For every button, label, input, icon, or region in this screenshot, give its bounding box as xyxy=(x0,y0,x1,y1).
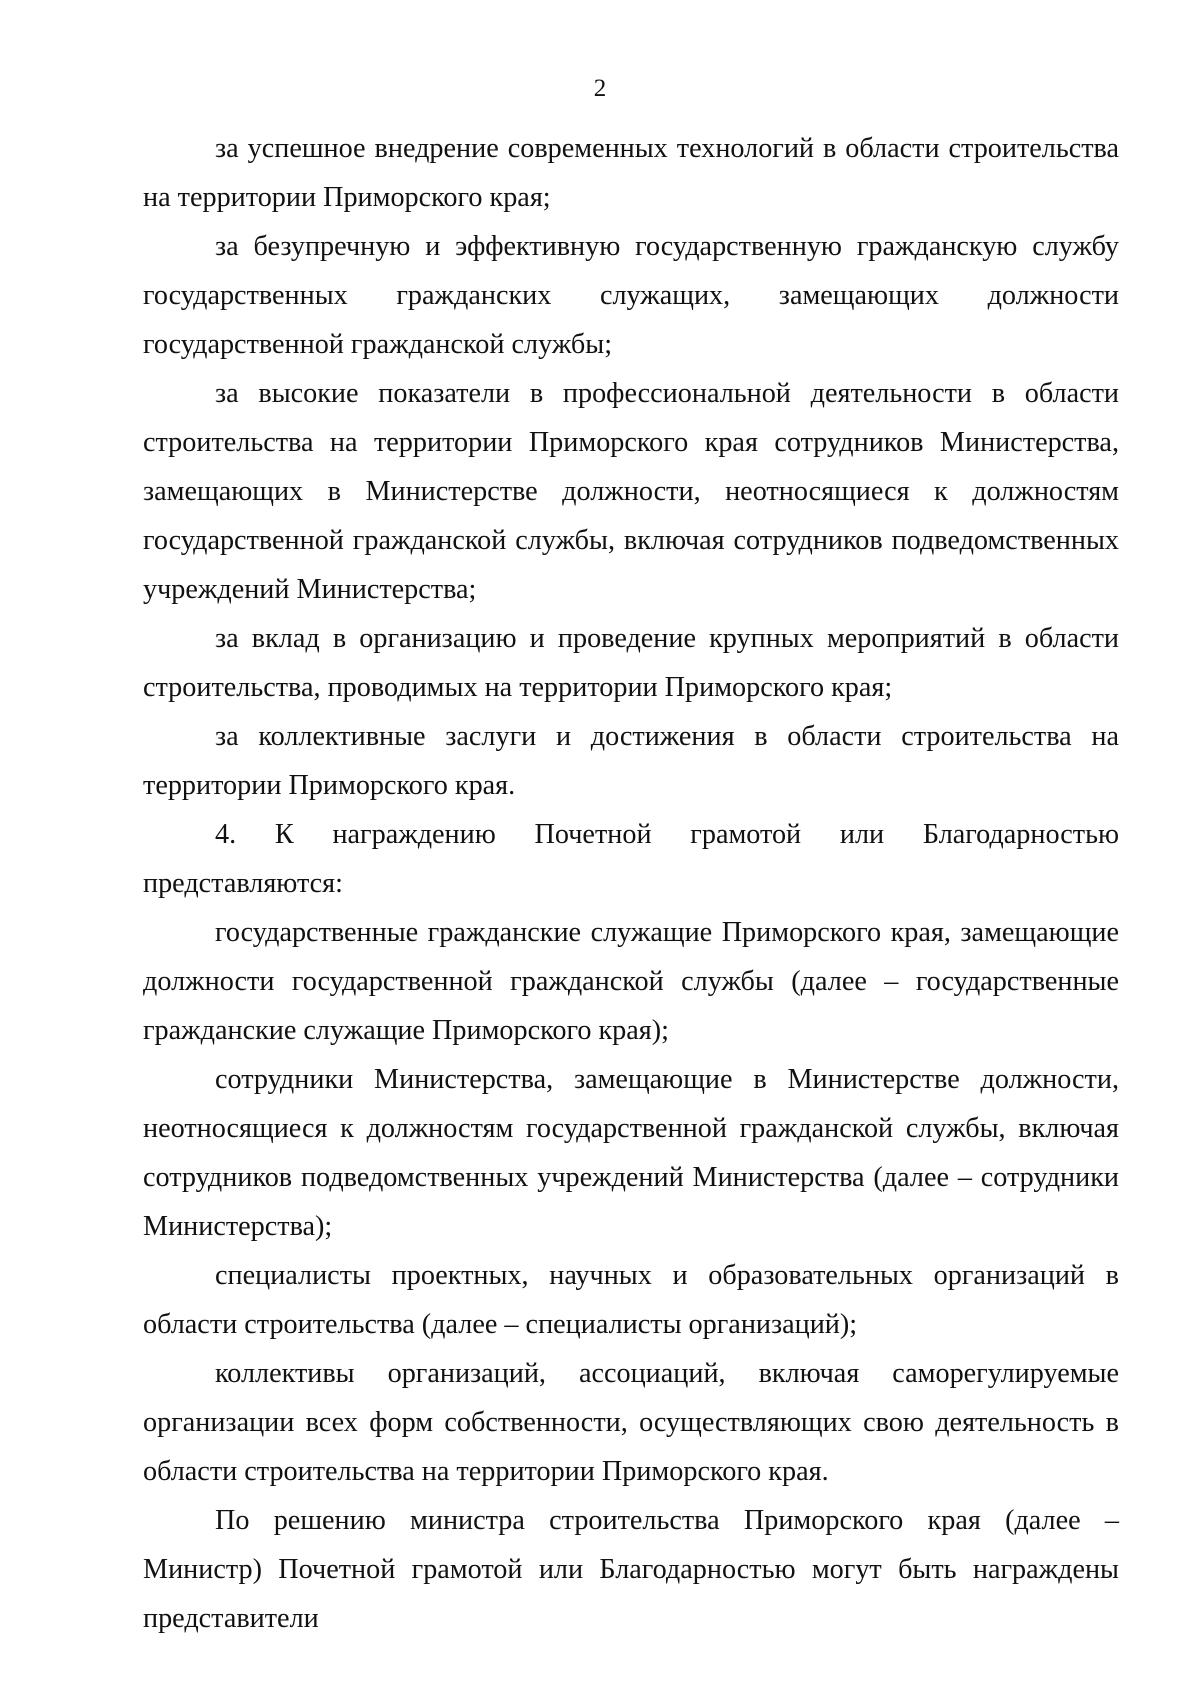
paragraph: за коллективные заслуги и достижения в области строительства на территории Приморского края. xyxy=(143,721,1119,801)
paragraph: По решению министра строительства Приморского края (далее – Министр) Почетной грамотой или Благодарностью могут быть награждены представители xyxy=(143,1505,1119,1634)
paragraph: сотрудники Министерства, замещающие в Министерстве должности, неотносящиеся к должностям государственной гражданской службы, включая сотрудников подведомственных учреждений Министерства (далее – сотрудники Министерства); xyxy=(143,1064,1119,1242)
paragraph: 4. К награждению Почетной грамотой или Благодарностью представляются: xyxy=(143,819,1119,899)
paragraph: государственные гражданские служащие Приморского края, замещающие должности государственной гражданской службы (далее – государственные гражданские служащие Приморского края); xyxy=(143,917,1119,1046)
paragraph: за успешное внедрение современных технологий в области строительства на территории Приморского края; xyxy=(143,133,1119,213)
paragraph: специалисты проектных, научных и образовательных организаций в области строительства (далее – специалисты организаций); xyxy=(143,1260,1119,1340)
document-body xyxy=(143,124,1119,1643)
paragraph: за безупречную и эффективную государственную гражданскую службу государственных гражданских служащих, замещающих должности государственной гражданской службы; xyxy=(143,231,1119,360)
paragraph: за вклад в организацию и проведение крупных мероприятий в области строительства, проводимых на территории Приморского края; xyxy=(143,623,1119,703)
paragraph: за высокие показатели в профессиональной деятельности в области строительства на территории Приморского края сотрудников Министерства, замещающих в Министерстве должности, неотносящиеся к должностям государственной гражданской службы, включая сотрудников подведомственных учреждений Министерства; xyxy=(143,378,1119,605)
page-number: 2 xyxy=(593,75,607,102)
paragraph: коллективы организаций, ассоциаций, включая саморегулируемые организации всех форм собственности, осуществляющих свою деятельность в области строительства на территории Приморского края. xyxy=(143,1358,1119,1487)
